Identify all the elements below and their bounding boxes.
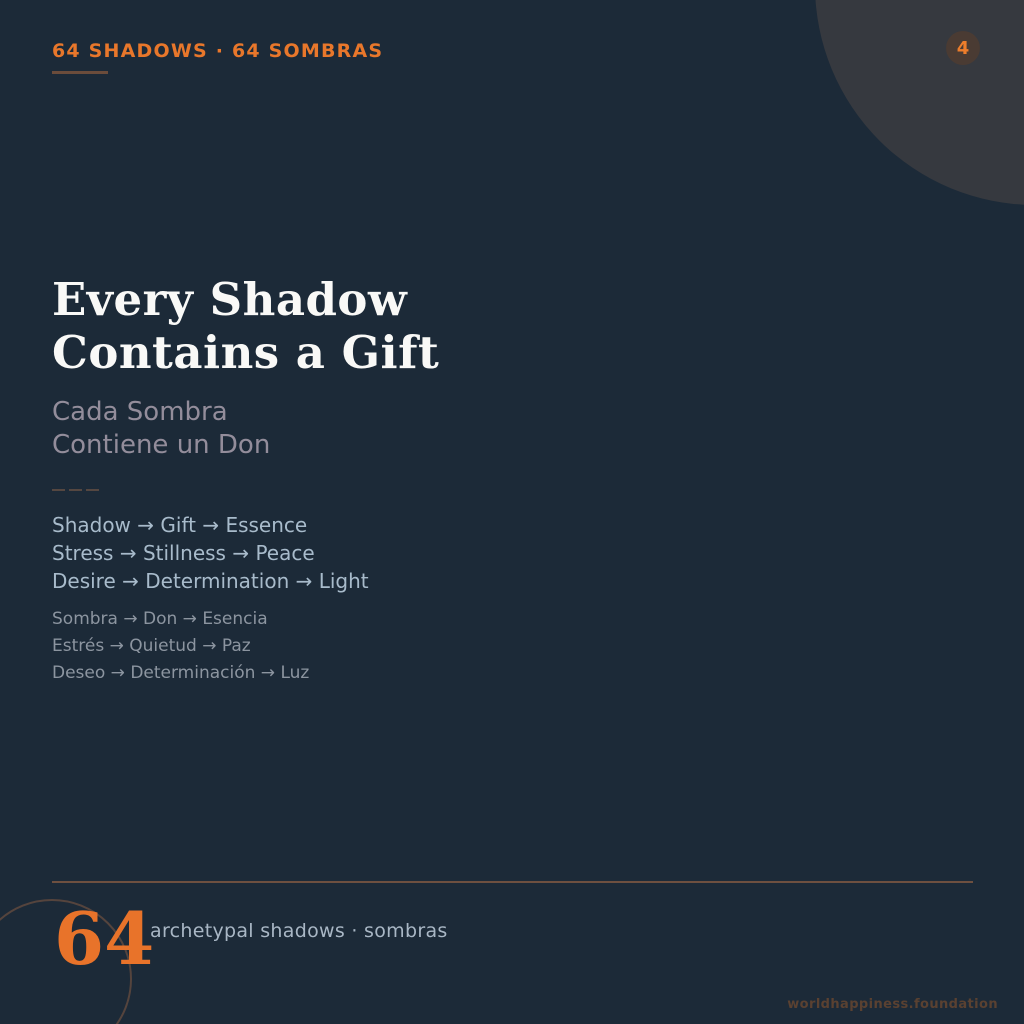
corner-circle-decoration	[815, 0, 1024, 205]
mapping-row: Estrés → Quietud → Paz	[52, 636, 251, 656]
main-title-line1: Every Shadow	[52, 273, 408, 326]
mapping-row: Deseo → Determinación → Luz	[52, 663, 310, 683]
subtitle-line1: Cada Sombra	[52, 397, 228, 427]
footer-divider	[52, 881, 973, 883]
dash	[86, 489, 99, 491]
mapping-list-english	[52, 511, 369, 595]
main-title-line2: Contains a Gift	[52, 326, 440, 379]
mapping-row: Desire → Determination → Light	[52, 569, 369, 593]
dash	[69, 489, 82, 491]
website-credit: worldhappiness.foundation	[787, 997, 998, 1012]
dash	[52, 489, 65, 491]
subtitle-spanish	[52, 396, 270, 462]
footer-caption: archetypal shadows · sombras	[150, 920, 448, 942]
mapping-row: Sombra → Don → Esencia	[52, 609, 268, 629]
subtitle-line2: Contiene un Don	[52, 430, 271, 460]
mapping-list-spanish	[52, 606, 309, 687]
footer-big-number: 64	[54, 896, 155, 981]
eyebrow-heading: 64 SHADOWS · 64 SOMBRAS	[52, 40, 384, 62]
main-title	[52, 273, 439, 379]
page-number: 4	[956, 37, 970, 59]
eyebrow-underline	[52, 71, 108, 74]
mapping-row: Stress → Stillness → Peace	[52, 541, 315, 565]
page-number-badge	[946, 31, 980, 65]
mapping-row: Shadow → Gift → Essence	[52, 513, 308, 537]
dash-divider	[52, 489, 99, 491]
